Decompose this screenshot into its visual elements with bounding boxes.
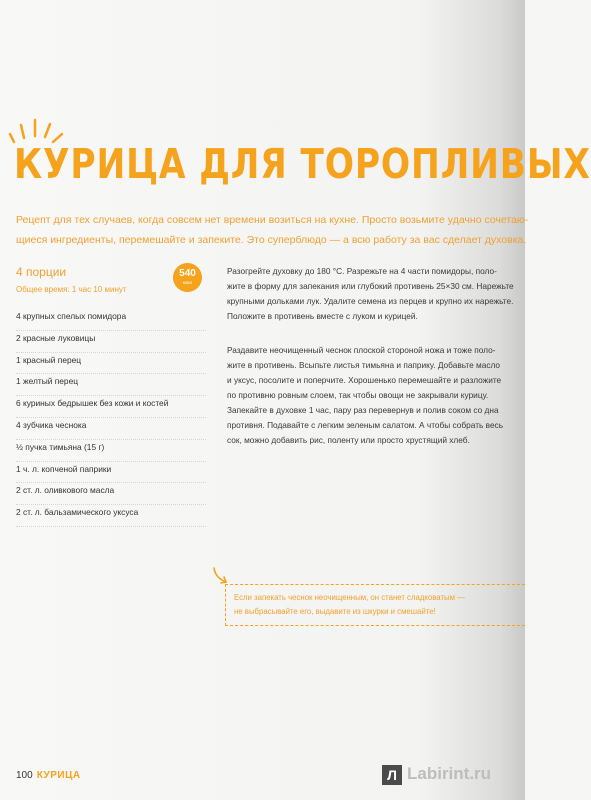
ingredient-item: 1 красный перец	[16, 353, 206, 375]
ingredient-item: 2 ст. л. бальзамического уксуса	[16, 505, 206, 527]
method-line: крупными дольками лук. Удалите семена из перцев и крупно их нарежьте.	[227, 296, 514, 306]
servings: 4 порции	[16, 265, 67, 279]
watermark-logo-icon: Л	[382, 765, 402, 785]
calorie-badge	[173, 263, 202, 292]
method-line: Положите в противень вместе с луком и курицей.	[227, 311, 418, 321]
method-line: противня. Подавайте с легким зеленым салатом. А чтобы собрать весь	[227, 420, 504, 430]
tip-line: Если запекать чеснок неочищенным, он станет сладковатым —	[234, 593, 465, 602]
ingredient-item: 4 крупных спелых помидора	[16, 309, 206, 331]
recipe-title: КУРИЦА ДЛЯ ТОРОПЛИВЫХ	[14, 140, 591, 188]
page-number: 100	[16, 770, 33, 781]
ingredient-item: 1 желтый перец	[16, 374, 206, 396]
method-steps	[227, 264, 525, 467]
method-line: и уксус, посолите и поперчите. Хорошенько перемешайте и разложите	[227, 375, 502, 385]
method-line: Разогрейте духовку до 180 °С. Разрежьте на 4 части помидоры, поло-	[227, 266, 497, 276]
tip-box	[225, 584, 525, 626]
recipe-intro	[16, 210, 529, 250]
method-paragraph	[227, 264, 525, 324]
method-line: Запекайте в духовке 1 час, пару раз перевернув и полив соком со дна	[227, 405, 499, 415]
ingredient-item: 2 красные луковицы	[16, 331, 206, 353]
method-line: жите в форму для запекания или глубокий противень 25×30 см. Нарежьте	[227, 281, 514, 291]
tip-line: не выбрасывайте его, выдавите из шкурки и смешайте!	[234, 607, 436, 616]
method-line: Раздавите неочищенный чеснок плоской стороной ножа и тоже поло-	[227, 345, 496, 355]
intro-line: Рецепт для тех случаев, когда совсем нет времени возиться на кухне. Просто возьмите удачно сочетаю-	[16, 214, 529, 226]
calorie-value: 540	[179, 268, 196, 279]
section-name: КУРИЦА	[36, 770, 81, 781]
watermark-text: Labirint.ru	[407, 764, 492, 783]
method-line: жите в противень. Всыпьте листья тимьяна и паприку. Добавьте масло	[227, 360, 501, 370]
ingredient-item: 4 зубчика чеснока	[16, 418, 206, 440]
calorie-unit: ккал	[182, 280, 193, 285]
page-footer	[16, 770, 81, 781]
intro-line: щиеся ингредиенты, перемешайте и запеките. Это суперблюдо — а всю работу за вас сделает духовка.	[16, 234, 527, 246]
ingredient-item: 2 ст. л. оливкового масла	[16, 483, 206, 505]
method-paragraph	[227, 343, 525, 448]
method-line: сок, можно добавить рис, поленту или просто хрустящий хлеб.	[227, 435, 470, 445]
ingredient-item: 6 куриных бедрышек без кожи и костей	[16, 396, 206, 418]
total-time: Общее время: 1 час 10 минут	[16, 285, 127, 294]
ingredient-item: 1 ч. л. копченой паприки	[16, 462, 206, 484]
method-line: по противню ровным слоем, так чтобы овощи не закрывали курицу.	[227, 390, 489, 400]
ingredient-item: ½ пучка тимьяна (15 г)	[16, 440, 206, 462]
ingredients-list	[16, 309, 206, 527]
